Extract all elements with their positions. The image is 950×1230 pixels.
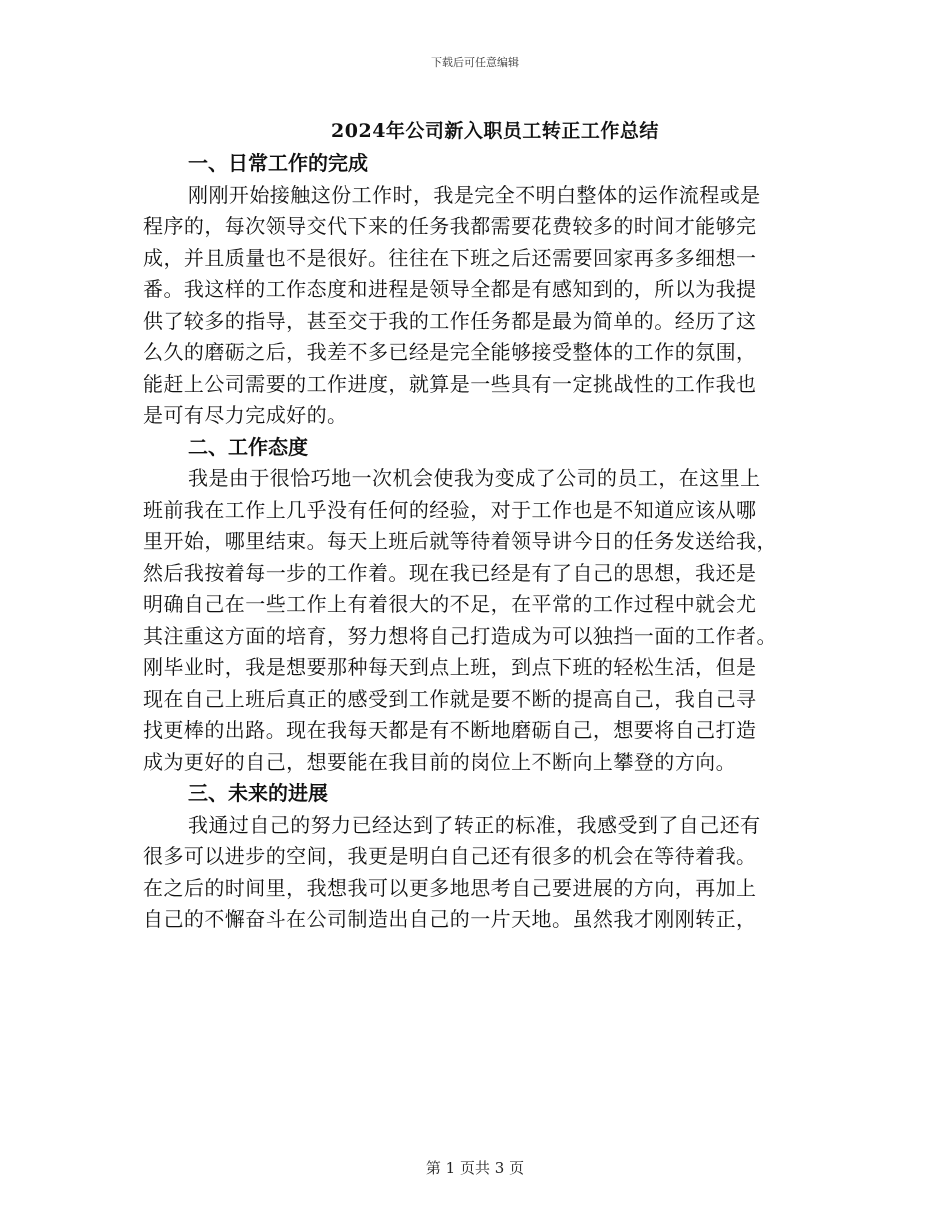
- paragraph-line: 在之后的时间里，我想我可以更多地思考自己要进展的方向，再加上: [143, 875, 757, 900]
- paragraph-line: 其注重这方面的培育，努力想将自己打造成为可以独挡一面的工作者。: [143, 623, 777, 648]
- paragraph-line: 班前我在工作上几乎没有任何的经验，对于工作也是不知道应该从哪: [143, 497, 757, 522]
- paragraph-line: 自己的不懈奋斗在公司制造出自己的一片天地。虽然我才刚刚转正，: [143, 907, 757, 931]
- document-title: 2024年公司新入职员工转正工作总结: [331, 120, 659, 142]
- paragraph-line: 供了较多的指导，甚至交于我的工作任务都是最为简单的。经历了这: [143, 308, 757, 333]
- paragraph-line: 然后我按着每一步的工作着。现在我已经是有了自己的思想，我还是: [143, 560, 757, 585]
- paragraph-line: 么久的磨砺之后，我差不多已经是完全能够接受整体的工作的氛围，: [143, 340, 757, 364]
- paragraph-line: 成，并且质量也不是很好。往往在下班之后还需要回家再多多细想一: [143, 245, 757, 270]
- section-heading: 三、未来的进展: [188, 781, 328, 805]
- page-number-footer: 第 1 页共 3 页: [425, 1159, 525, 1177]
- section-future-development: [143, 778, 808, 936]
- paragraph-line: 刚毕业时，我是想要那种每天到点上班，到点下班的轻松生活，但是: [143, 655, 757, 679]
- paragraph-line: 程序的，每次领导交代下来的任务我都需要花费较多的时间才能够完: [143, 214, 757, 238]
- section-heading: 二、工作态度: [188, 434, 308, 459]
- paragraph-line: 番。我这样的工作态度和进程是领导全都是有感知到的，所以为我提: [143, 277, 757, 301]
- paragraph-line: 刚刚开始接触这份工作时，我是完全不明白整体的运作流程或是: [188, 182, 761, 207]
- section-work-attitude: [143, 432, 808, 779]
- paragraph-line: 里开始，哪里结束。每天上班后就等待着领导讲今日的任务发送给我，: [143, 529, 777, 553]
- paragraph-line: 找更棒的出路。现在我每天都是有不断地磨砺自己，想要将自己打造: [143, 718, 757, 742]
- header-note: 下载后可任意编辑: [431, 56, 519, 69]
- paragraph-line: 成为更好的自己，想要能在我目前的岗位上不断向上攀登的方向。: [143, 749, 737, 774]
- paragraph-line: 我是由于很恰巧地一次机会使我为变成了公司的员工，在这里上: [188, 466, 761, 490]
- section-daily-work: [143, 148, 808, 432]
- paragraph-line: 我通过自己的努力已经达到了转正的标准，我感受到了自己还有: [188, 812, 761, 837]
- section-heading: 一、日常工作的完成: [188, 151, 368, 175]
- paragraph-line: 现在自己上班后真正的感受到工作就是要不断的提高自己，我自己寻: [143, 686, 757, 711]
- paragraph-line: 明确自己在一些工作上有着很大的不足，在平常的工作过程中就会尤: [143, 592, 757, 616]
- paragraph-line: 很多可以进步的空间，我更是明白自己还有很多的机会在等待着我。: [143, 844, 757, 868]
- paragraph-line: 是可有尽力完成好的。: [143, 403, 348, 427]
- paragraph-line: 能赶上公司需要的工作进度，就算是一些具有一定挑战性的工作我也: [143, 371, 757, 396]
- document-body: [143, 148, 808, 936]
